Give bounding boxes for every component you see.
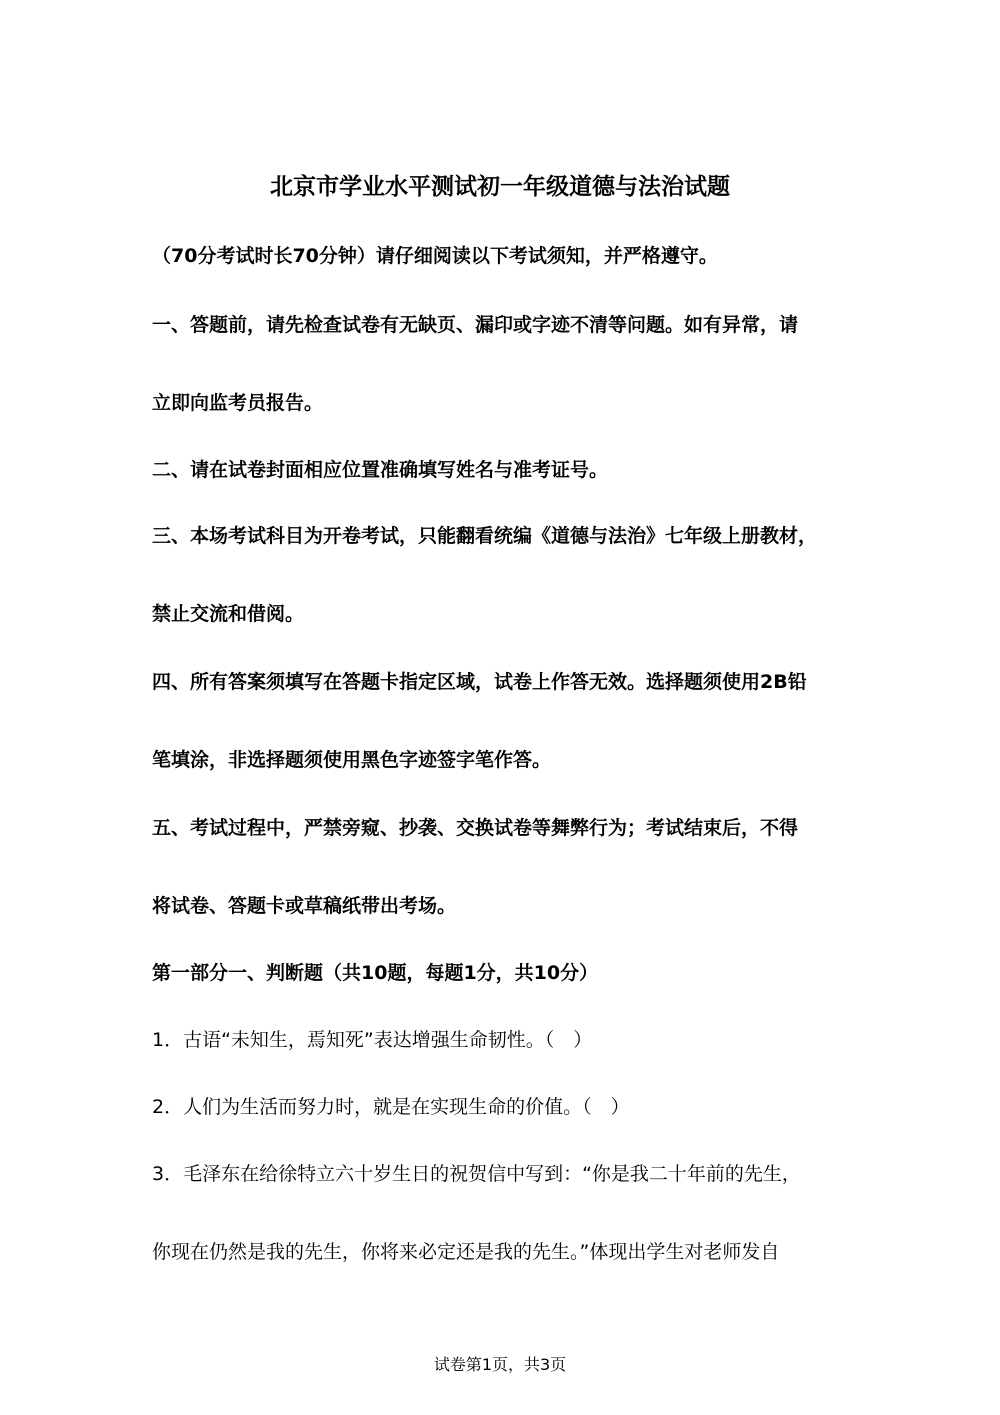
notice-3-line-1: 三、本场考试科目为开卷考试，只能翻看统编《道德与法治》七年级上册教材， <box>152 525 818 547</box>
notice-4-line-1: 四、所有答案须填写在答题卡指定区域，试卷上作答无效。选择题须使用2B铅 <box>152 671 807 693</box>
notice-3-line-2: 禁止交流和借阅。 <box>152 603 305 625</box>
notice-5-line-2: 将试卷、答题卡或草稿纸带出考场。 <box>152 895 457 917</box>
question-1: 1．古语“未知生，焉知死”表达增强生命韧性。（ ） <box>152 1029 593 1051</box>
exam-intro: （70分考试时长70分钟）请仔细阅读以下考试须知，并严格遵守。 <box>152 245 718 267</box>
question-3-line-2: 你现在仍然是我的先生，你将来必定还是我的先生。”体现出学生对老师发自 <box>152 1241 780 1263</box>
notice-1-line-1: 一、答题前，请先检查试卷有无缺页、漏印或字迹不清等问题。如有异常，请 <box>152 314 799 336</box>
notice-5-line-1: 五、考试过程中，严禁旁窥、抄袭、交换试卷等舞弊行为；考试结束后，不得 <box>152 817 799 839</box>
page-footer: 试卷第1页，共3页 <box>433 1355 567 1374</box>
section-heading: 第一部分一、判断题（共10题，每题1分，共10分） <box>152 962 599 984</box>
question-3-line-1: 3．毛泽东在给徐特立六十岁生日的祝贺信中写到：“你是我二十年前的先生， <box>152 1163 801 1185</box>
notice-1-line-2: 立即向监考员报告。 <box>152 392 324 414</box>
notice-4-line-2: 笔填涂，非选择题须使用黑色字迹签字笔作答。 <box>152 749 552 771</box>
page-title: 北京市学业水平测试初一年级道德与法治试题 <box>270 174 730 200</box>
question-2: 2．人们为生活而努力时，就是在实现生命的价值。（ ） <box>152 1096 630 1118</box>
notice-2-line-1: 二、请在试卷封面相应位置准确填写姓名与准考证号。 <box>152 459 609 481</box>
